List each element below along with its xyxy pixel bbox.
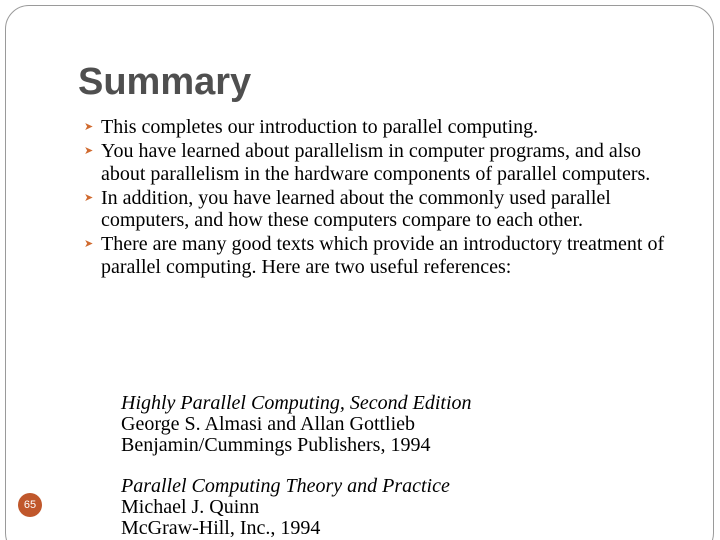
reference-item	[121, 476, 472, 539]
bullet-text: This completes our introduction to parallel computing.	[101, 116, 539, 138]
reference-item	[121, 393, 472, 456]
bullet-item	[82, 233, 682, 278]
arrow-bullet-icon: ➤	[84, 238, 94, 250]
arrow-bullet-icon: ➤	[84, 121, 94, 133]
slide-title: Summary	[78, 61, 252, 103]
bullet-text: In addition, you have learned about the commonly used parallel computers, and how these computers compare to each other.	[101, 186, 611, 231]
bullet-item	[82, 187, 682, 232]
reference-list	[121, 393, 472, 540]
bullet-text: There are many good texts which provide an introductory treatment of parallel computing. Here are two useful references:	[101, 233, 665, 278]
reference-publisher: McGraw-Hill, Inc., 1994	[121, 517, 321, 539]
arrow-bullet-icon: ➤	[84, 191, 94, 204]
bullet-item	[82, 116, 682, 139]
reference-title: Highly Parallel Computing, Second Edition	[121, 392, 472, 414]
bullet-text: You have learned about parallelism in computer programs, and also about parallelism in the hardware components of parallel computers.	[101, 140, 651, 185]
bullet-item	[82, 140, 682, 185]
reference-title: Parallel Computing Theory and Practice	[121, 475, 450, 497]
slide-number-badge: 65	[18, 493, 42, 517]
reference-authors: Michael J. Quinn	[121, 496, 260, 518]
bullet-list	[82, 116, 682, 280]
arrow-bullet-icon: ➤	[84, 145, 94, 157]
reference-publisher: Benjamin/Cummings Publishers, 1994	[121, 434, 431, 456]
reference-authors: George S. Almasi and Allan Gottlieb	[121, 413, 416, 435]
